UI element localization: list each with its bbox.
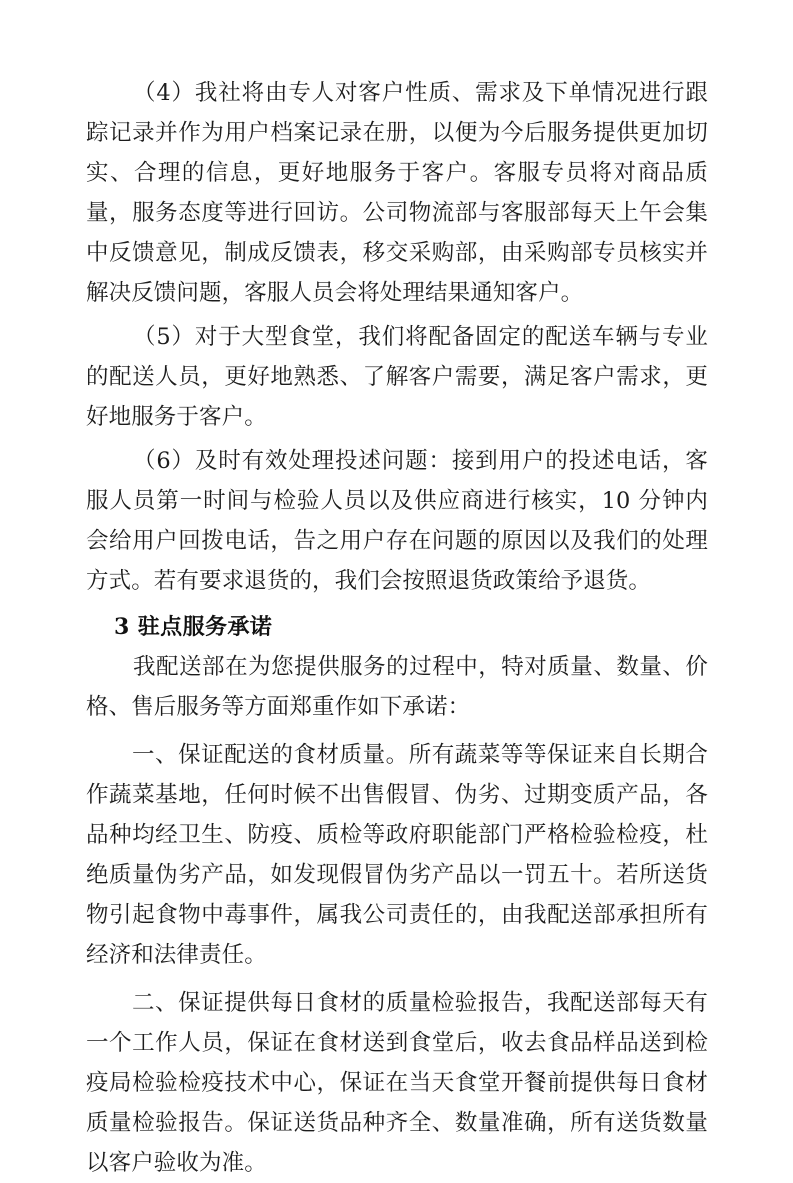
section-heading-3: 3 驻点服务承诺: [114, 614, 273, 640]
paragraph-promise-1: 一、保证配送的食材质量。所有蔬菜等等保证来自长期合作蔬菜基地，任何时候不出售假冒、伪劣、过期变质产品，各品种均经卫生、防疫、质检等政府职能部门严格检验检疫，杜绝质量伪劣产品，如发现假冒伪劣产品以一罚五十。若所送货物引起食物中毒事件，属我公司责任的，由我配送部承担所有经济和法律责任。: [86, 742, 708, 968]
paragraph-gap: [86, 975, 708, 983]
paragraph-item-5: （5）对于大型食堂，我们将配备固定的配送车辆与专业的配送人员，更好地熟悉、了解客户需要，满足客户需求，更好地服务于客户。: [86, 324, 708, 430]
paragraph-gap: [86, 727, 708, 735]
paragraph-item-4: （4）我社将由专人对客户性质、需求及下单情况进行跟踪记录并作为用户档案记录在册，以便为今后服务提供更加切实、合理的信息，更好地服务于客户。客服专员将对商品质量，服务态度等进行回访。公司物流部与客服部每天上午会集中反馈意见，制成反馈表，移交采购部，由采购部专员核实并解决反馈问题，客服人员会将处理结果通知客户。: [86, 80, 708, 306]
paragraph-section-3-intro: 我配送部在为您提供服务的过程中，特对质量、数量、价格、售后服务等方面郑重作如下承诺：: [86, 654, 708, 720]
document-body: [86, 73, 708, 1183]
paragraph-promise-2: 二、保证提供每日食材的质量检验报告，我配送部每天有一个工作人员，保证在食材送到食堂后，收去食品样品送到检疫局检验检疫技术中心，保证在当天食堂开餐前提供每日食材质量检验报告。保证送货品种齐全、数量准确，所有送货数量以客户验收为准。: [86, 990, 708, 1176]
paragraph-item-6: （6）及时有效处理投述问题：接到用户的投述电话，客服人员第一时间与检验人员以及供应商进行核实，10 分钟内会给用户回拨电话，告之用户存在问题的原因以及我们的处理方式。若有要求退货的，我们会按照退货政策给予退货。: [86, 448, 708, 594]
